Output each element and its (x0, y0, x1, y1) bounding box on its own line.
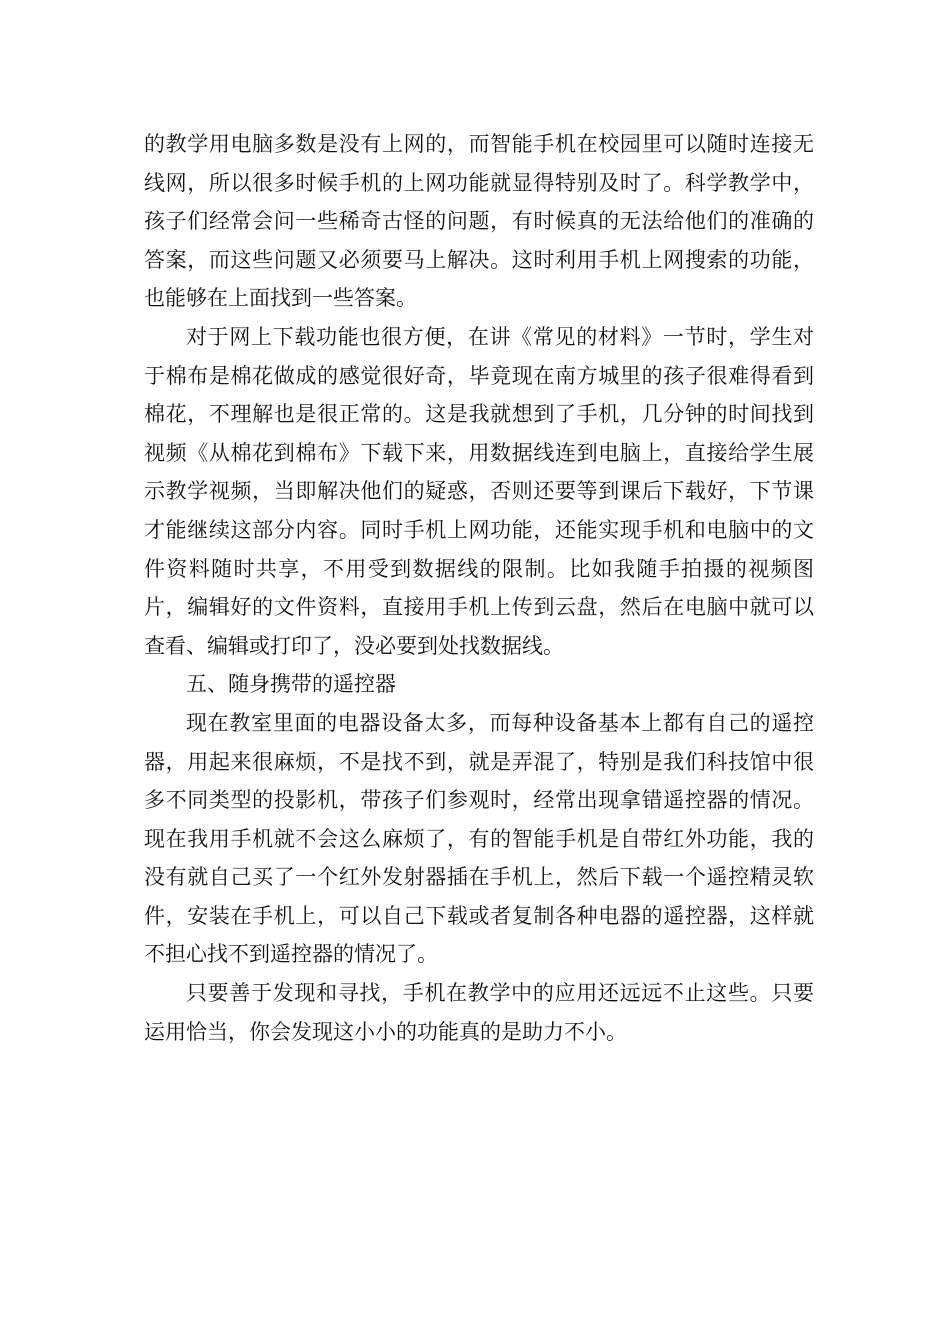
paragraph-conclusion: 只要善于发现和寻找，手机在教学中的应用还远远不止这些。只要运用恰当，你会发现这小小的功能真的是助力不小。 (144, 981, 814, 1044)
paragraph-download: 对于网上下载功能也很方便，在讲《常见的材料》一节时，学生对于棉布是棉花做成的感觉很好奇，毕竟现在南方城里的孩子很难得看到棉花，不理解也是很正常的。这是我就想到了手机，几分钟的时间找到视频《从棉花到棉布》下载下来，用数据线连到电脑上，直接给学生展示教学视频，当即解决他们的疑惑，否则还要等到课后下载好，下节课才能继续这部分内容。同时手机上网功能，还能实现手机和电脑中的文件资料随时共享，不用受到数据线的限制。比如我随手拍摄的视频图片，编辑好的文件资料，直接用手机上传到云盘，然后在电脑中就可以查看、编辑或打印了，没必要到处找数据线。 (144, 324, 814, 658)
section-heading: 五、随身携带的遥控器 (186, 672, 396, 697)
document-body (144, 125, 814, 1051)
paragraph-remote-control: 现在教室里面的电器设备太多，而每种设备基本上都有自己的遥控器，用起来很麻烦，不是找不到，就是弄混了，特别是我们科技馆中很多不同类型的投影机，带孩子们参观时，经常出现拿错遥控器的情况。现在我用手机就不会这么麻烦了，有的智能手机是自带红外功能，我的没有就自己买了一个红外发射器插在手机上，然后下载一个遥控精灵软件，安装在手机上，可以自己下载或者复制各种电器的遥控器，这样就不担心找不到遥控器的情况了。 (144, 710, 814, 967)
paragraph-intro: 的教学用电脑多数是没有上网的，而智能手机在校园里可以随时连接无线网，所以很多时候手机的上网功能就显得特别及时了。科学教学中，孩子们经常会问一些稀奇古怪的问题，有时候真的无法给他们的准确的答案，而这些问题又必须要马上解决。这时利用手机上网搜索的功能，也能够在上面找到一些答案。 (144, 132, 814, 311)
